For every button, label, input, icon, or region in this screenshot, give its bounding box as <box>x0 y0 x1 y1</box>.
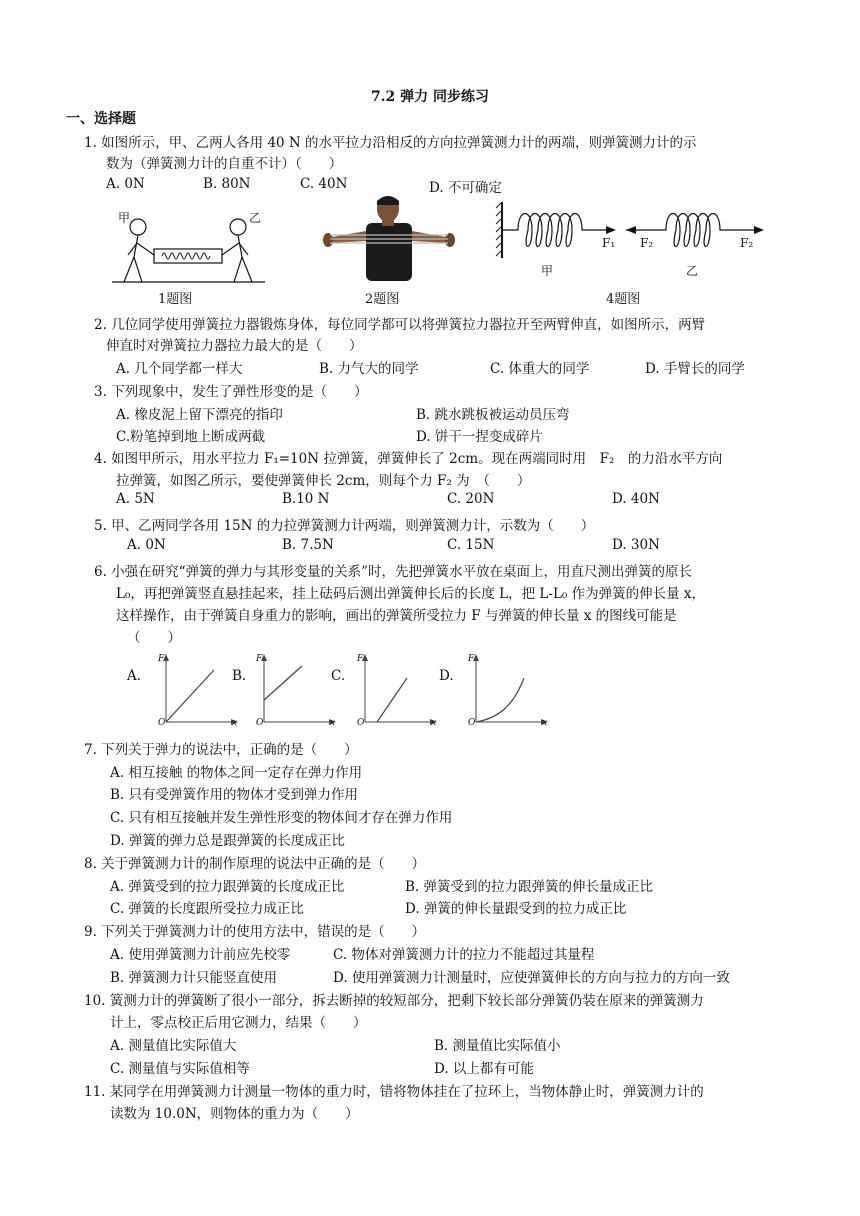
figure-2-chest-expander <box>318 195 458 285</box>
option-b: B. 只有受弹簧作用的物体才受到弹力作用 <box>110 787 359 803</box>
option-c: C. 40N <box>300 176 348 192</box>
label-f2-left: F₂ <box>640 236 654 250</box>
option-d: D. 30N <box>612 537 660 553</box>
question-text: 6. 小强在研究“弹簧的弹力与其形变量的关系”时，先把弹簧水平放在桌面上，用直尺测出弹簧的原长 <box>94 564 692 580</box>
option-a: A. 弹簧受到的拉力跟弹簧的长度成正比 <box>110 879 345 895</box>
option-d: D. 不可确定 <box>429 180 502 196</box>
label-yi: 乙 <box>249 211 262 225</box>
question-text: 8. 关于弹簧测力计的制作原理的说法中正确的是（ ） <box>84 856 426 872</box>
axis-x-b: x <box>330 718 336 728</box>
option-c: C. 20N <box>447 491 495 507</box>
caption-fig-1: 1题图 <box>158 292 193 307</box>
question-text: 11. 某同学在用弹簧测力计测量一物体的重力时，错将物体挂在了拉环上，当物体静止时，弹簧测力计的 <box>84 1084 704 1100</box>
option-a: A. 5N <box>116 491 155 507</box>
option-d: D. 40N <box>612 491 660 507</box>
option-d: D. 使用弹簧测力计测量时，应使弹簧伸长的方向与拉力的方向一致 <box>333 970 730 986</box>
option-a: A. 相互接触 的物体之间一定存在弹力作用 <box>110 765 363 781</box>
caption-fig-2: 2题图 <box>365 292 400 307</box>
question-text: 2. 几位同学使用弹簧拉力器锻炼身体，每位同学都可以将弹簧拉力器拉开至两臂伸直，如图所示，两臂 <box>94 317 706 333</box>
question-text: 7. 下列关于弹力的说法中，正确的是（ ） <box>84 742 358 758</box>
option-d: D. 饼干一捏变成碎片 <box>416 429 543 445</box>
caption-fig-4: 4题图 <box>606 292 641 307</box>
option-a: A. 0N <box>106 176 145 192</box>
option-d: D. 弹簧的伸长量跟受到的拉力成正比 <box>405 901 627 917</box>
axis-f-b: F <box>256 654 263 664</box>
section-heading: 一、选择题 <box>66 111 136 127</box>
label-fig4-jia: 甲 <box>541 264 554 278</box>
option-c: C. <box>331 668 346 684</box>
question-text: 数为（弹簧测力计的自重不计）（ ） <box>106 156 343 172</box>
axis-f-c: F <box>357 654 364 664</box>
option-b: B.10 N <box>282 491 330 507</box>
option-c: C. 物体对弹簧测力计的拉力不能超过其量程 <box>333 947 595 963</box>
option-d: D. 弹簧的弹力总是跟弹簧的长度成正比 <box>110 833 345 849</box>
question-text: 3. 下列现象中，发生了弹性形变的是（ ） <box>94 384 368 400</box>
origin-d: O <box>468 718 476 728</box>
question-text: （ ） <box>127 630 181 646</box>
option-d: D. <box>439 668 454 684</box>
label-f2-right: F₂ <box>740 236 754 250</box>
option-b: B. <box>232 668 247 684</box>
option-c: C. 测量值与实际值相等 <box>110 1061 250 1077</box>
option-a: A. <box>127 668 142 684</box>
option-c: C. 体重大的同学 <box>490 361 590 377</box>
option-c: C. 弹簧的长度跟所受拉力成正比 <box>110 901 304 917</box>
page-title: 7.2 弹力 同步练习 <box>370 89 490 105</box>
option-d: D. 手臂长的同学 <box>645 361 745 377</box>
option-a: A. 测量值比实际值大 <box>110 1038 237 1054</box>
axis-x-c: x <box>431 718 437 728</box>
option-a: A. 几个同学都一样大 <box>116 361 243 377</box>
origin-a: O <box>158 718 166 728</box>
option-c: C. 只有相互接触并发生弹性形变的物体间才存在弹力作用 <box>110 810 453 826</box>
label-jia: 甲 <box>118 211 131 225</box>
label-f1: F₁ <box>602 236 616 250</box>
question-text: 这样操作，由于弹簧自身重力的影响，画出的弹簧所受拉力 F 与弹簧的伸长量 x 的图线可能是 <box>116 608 677 624</box>
option-b: B. 测量值比实际值小 <box>434 1038 561 1054</box>
option-b: B. 弹簧受到的拉力跟弹簧的伸长量成正比 <box>405 879 654 895</box>
option-d: D. 以上都有可能 <box>434 1061 534 1077</box>
question-text: 拉弹簧，如图乙所示，要使弹簧伸长 2cm，则每个力 F₂ 为 （ ） <box>116 473 531 489</box>
question-text: 读数为 10.0N，则物体的重力为（ ） <box>110 1106 359 1122</box>
axis-f-a: F <box>158 654 165 664</box>
option-a: A. 使用弹簧测力计前应先校零 <box>110 947 291 963</box>
axis-x-d: x <box>542 718 548 728</box>
question-text: 伸直时对弹簧拉力器拉力最大的是（ ） <box>106 338 363 354</box>
option-a: A. 橡皮泥上留下漂亮的指印 <box>116 407 283 423</box>
axis-x-a: x <box>232 718 238 728</box>
option-b: B. 力气大的同学 <box>319 361 419 377</box>
question-text: L₀，再把弹簧竖直悬挂起来，挂上砝码后测出弹簧伸长后的长度 L，把 L-L₀ 作为弹簧的伸长量 x， <box>116 586 706 602</box>
option-b: B. 7.5N <box>282 537 334 553</box>
question-text: 计上，零点校正后用它测力，结果（ ） <box>110 1015 367 1031</box>
figure-1-people-pulling <box>110 205 270 287</box>
option-b: B. 80N <box>203 176 251 192</box>
option-b: B. 弹簧测力计只能竖直使用 <box>110 970 278 986</box>
option-a: A. 0N <box>127 537 166 553</box>
origin-b: O <box>256 718 264 728</box>
question-text: 10. 簧测力计的弹簧断了很小一部分，拆去断掉的较短部分，把剩下较长部分弹簧仍装在原来的弹簧测力 <box>84 993 704 1009</box>
label-fig4-yi: 乙 <box>686 264 699 278</box>
option-c: C.粉笔掉到地上断成两截 <box>116 429 266 445</box>
question-text: 1. 如图所示，甲、乙两人各用 40 N 的水平拉力沿相反的方向拉弹簧测力计的两端，则弹簧测力计的示 <box>84 135 697 151</box>
question-text: 4. 如图甲所示，用水平拉力 F₁=10N 拉弹簧，弹簧伸长了 2cm。现在两端同时用 F₂ 的力沿水平方向 <box>94 451 723 467</box>
axis-f-d: F <box>468 654 475 664</box>
question-text: 5. 甲、乙两同学各用 15N 的力拉弹簧测力计两端，则弹簧测力计，示数为（ ） <box>94 518 595 534</box>
option-c: C. 15N <box>447 537 495 553</box>
origin-c: O <box>357 718 365 728</box>
option-b: B. 跳水跳板被运动员压弯 <box>416 407 570 423</box>
question-text: 9. 下列关于弹簧测力计的使用方法中，错误的是（ ） <box>84 924 426 940</box>
